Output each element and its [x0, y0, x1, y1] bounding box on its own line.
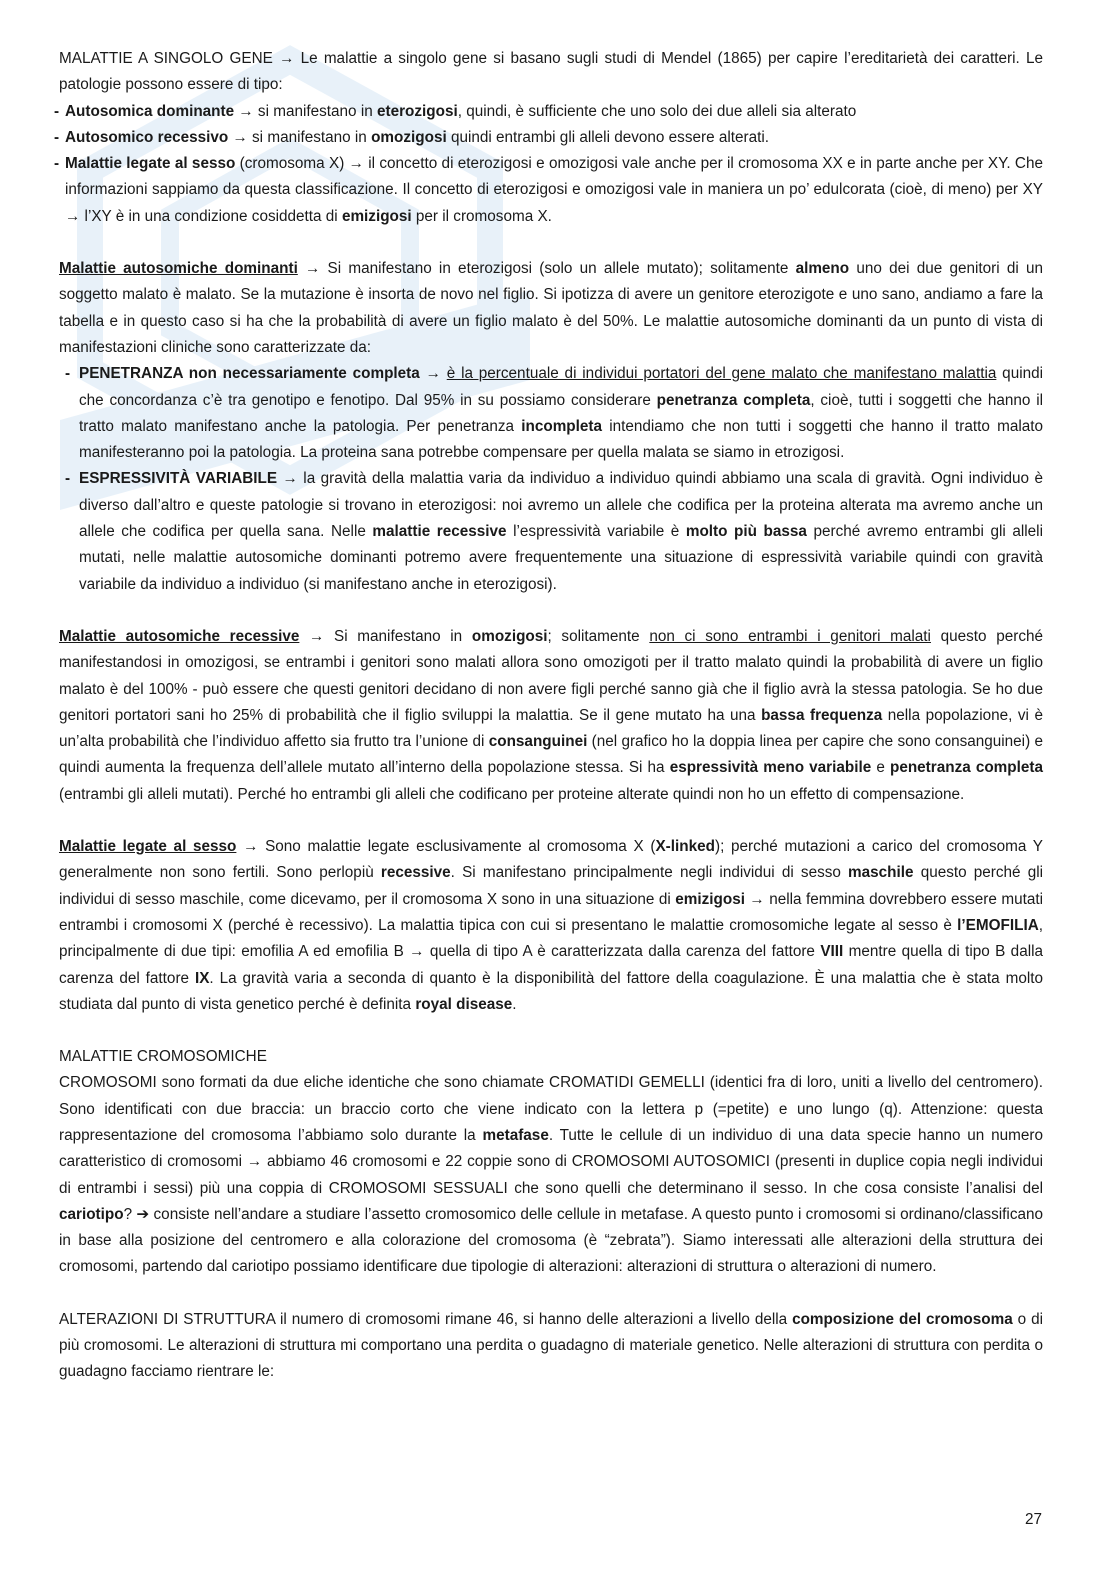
underlined-text: non ci sono entrambi i genitori malati [649, 627, 931, 645]
list-item [59, 125, 1043, 151]
text: e [871, 759, 890, 777]
text: → Si manifestano in eterozigosi (solo un allele mutato); solitamente [297, 260, 796, 278]
text: ); perché mutazioni a carico del cromosoma Y generalmente non sono fertili. Sono perlopiù [59, 838, 1044, 882]
term: metafase [482, 1126, 549, 1144]
term: omozigosi [471, 627, 548, 645]
arrow: → [419, 365, 447, 383]
term: cariotipo [59, 1205, 124, 1223]
text: → si manifestano in [228, 128, 372, 146]
text: per il cromosoma X. [411, 207, 552, 225]
definition: è la percentuale di individui portatori del gene malato che manifestano malattia [446, 365, 997, 383]
term: consanguinei [488, 733, 588, 751]
term: penetranza completa [656, 391, 811, 409]
term: malattie recessive [372, 523, 507, 541]
text: l’espressività variabile è [506, 523, 686, 541]
term: espressività meno variabile [669, 759, 872, 777]
text: intendiamo che non tutti i soggetti che hanno il tratto malato manifesteranno poi la patologia. La proteina sana potrebbe compensare per quella malata se siamo in etrozigosi. [79, 417, 1043, 462]
section-sex-linked [59, 834, 1043, 1018]
term: composizione del cromosoma [792, 1310, 1013, 1328]
text: ALTERAZIONI DI STRUTTURA il numero di cromosomi rimane 46, si hanno delle alterazioni a livello della [59, 1310, 793, 1328]
text: perché avremo entrambi gli alleli mutati, nelle malattie autosomiche dominanti potremo avere frequentemente una situazione di espressività variabile quindi con gravità variabile da individuo a individuo (si manifestano anche in eterozigosi). [79, 523, 1043, 593]
text: nella popolazione, vi è un’alta probabilità che l’individuo affetto sia frutto tra l’unione di [59, 706, 1043, 751]
term: emizigosi [341, 207, 412, 225]
text: (nel grafico ho la doppia linea per capire che sono consanguinei) e quindi aumenta la frequenza dell’allele mutato all’interno della popolazione stessa. Si ha [59, 733, 1043, 777]
text: quindi entrambi gli alleli devono essere alterati. [446, 128, 769, 146]
section-title: Malattie autosomiche recessive [59, 627, 300, 645]
text: → Sono malattie legate esclusivamente al cromosoma X ( [236, 838, 656, 856]
text: . [512, 995, 517, 1013]
page-number: 27 [1024, 1511, 1042, 1528]
term: molto più bassa [685, 523, 807, 541]
term: Autosomico recessivo [65, 128, 229, 146]
text: questo perché manifestandosi in omozigosi, se entrambi i genitori sono malati allora sono omozigoti per il tratto malato quindi la probabilità di avere un figlio malato è del 100% - può essere che questi genitori decidano di non avere figli perché sanno già che il figlio avrà la stessa patologia. Se ho due genitori portatori sani ho 25% di probabilità che il figlio sviluppi la malattia. Se il gene mutato ha una [59, 627, 1044, 724]
text: → nella femmina dovrebbero essere mutati entrambi i cromosomi X (perché è recessivo). La malattia tipica con cui si presentano le malattie cromosomiche legate al sesso è [59, 890, 1043, 934]
text: Le malattie a singolo gene si basano sugli studi di Mendel (1865) per capire l’ereditarietà dei caratteri. Le patologie possono essere di tipo: [59, 50, 1044, 94]
text: mentre quella di tipo B dalla carenza del fattore [59, 943, 1044, 987]
section-autosomal-recessive [59, 624, 1043, 808]
text: ; solitamente [547, 627, 650, 645]
term: penetranza completa [889, 759, 1043, 777]
intro-paragraph [59, 46, 1043, 99]
section-title: Malattie legate al sesso [59, 838, 237, 856]
text: → la gravità della malattia varia da individuo a individuo quindi abbiamo una scala di gravità. Ogni individuo è diverso dall’altro e queste patologie si trovano in eterozigosi: noi avremo un allele che codifica per la proteina alterata ma avremo anche un allele che codifica per quella sana. Nelle [79, 470, 1043, 541]
text: . Tutte le cellule di un individuo di una data specie hanno un numero caratteristico di cromosomi → abbiamo 46 cromosomi e 22 coppie sono di CROMOSOMI AUTOSOMICI (presenti in duplice copia negli individui di entrambi i sessi) più una coppia di CROMOSOMI SESSUALI che sono quelli che determinano il sesso. In che cosa consiste l’analisi del [59, 1126, 1043, 1197]
text: → Si manifestano in [299, 627, 472, 645]
section-autosomal-dominant [59, 256, 1043, 598]
term: almeno [795, 260, 850, 278]
section-heading: MALATTIE CROMOSOMICHE [59, 1048, 267, 1066]
text: → si manifestano in [234, 102, 377, 120]
term: X-linked [655, 838, 715, 856]
term: IX [194, 969, 210, 987]
paragraph [59, 1070, 1043, 1280]
section-structural-alterations [59, 1307, 1043, 1386]
term: omozigosi [371, 128, 447, 146]
section-title: Malattie autosomiche dominanti [59, 260, 298, 278]
section-heading: MALATTIE A SINGOLO GENE [59, 50, 273, 67]
paragraph [59, 1307, 1043, 1386]
term: royal disease [415, 995, 513, 1013]
term: incompleta [521, 417, 602, 435]
term: l’EMOFILIA [957, 916, 1039, 934]
text: (entrambi gli alleli mutati). Perché ho entrambi gli alleli che codificano per proteine alterate quindi non ho un effetto di compensazione. [59, 785, 965, 803]
text: ? ➔ consiste nell’andare a studiare l’assetto cromosomico delle cellule in metafase. A questo punto i cromosomi si ordinano/classificano in base alla posizione del centromero e alla colorazione del cromosoma (è “zebrata”). Siamo interessati alle alterazioni della struttura dei cromosomi, partendo dal cariotipo possiamo identificare due tipologie di alterazioni: alterazioni di struttura o alterazioni di numero. [59, 1205, 1043, 1276]
list-item-expressivity [59, 466, 1043, 597]
text: (cromosoma X) → il concetto di eterozigosi e omozigosi vale anche per il cromosoma XX e in parte anche per XY. Che informazioni sappiamo da questa classificazione. Il concetto di eterozigosi e omozigosi vale in maniera un po’ edulcorata (cioè, di meno) per XY → l’XY è in una condizione cosiddetta di [65, 155, 1043, 225]
list-item [59, 99, 1043, 125]
clinical-features-list [59, 361, 1043, 598]
text: questo perché gli individui di sesso maschile, come dicevamo, per il cromosoma X sono in una situazione di [59, 864, 1044, 908]
term: Autosomica dominante [65, 102, 235, 120]
inheritance-types-list [59, 99, 1043, 230]
document-page [59, 46, 1043, 1412]
term: bassa frequenza [761, 706, 883, 724]
term: Malattie legate al sesso [65, 155, 236, 173]
paragraph [59, 624, 1043, 808]
text: CROMOSOMI sono formati da due eliche identiche che sono chiamate CROMATIDI GEMELLI (identici fra di loro, uniti a livello del centromero). Sono identificati con due braccia: un braccio corto che viene indicato con la lettera p (=petite) e uno lungo (q). Attenzione: questa rappresentazione del cromosoma l’abbiamo solo durante la [59, 1074, 1043, 1144]
term: PENETRANZA non necessariamente completa [79, 365, 420, 383]
term: ESPRESSIVITÀ VARIABILE [79, 470, 278, 488]
term: recessive [380, 864, 451, 882]
section-chromosomal-diseases [59, 1044, 1043, 1281]
term: eterozigosi [376, 102, 458, 120]
text: . Si manifestano principalmente negli individui di sesso [450, 864, 849, 882]
term: VIII [820, 943, 844, 961]
list-item-penetrance [59, 361, 1043, 466]
arrow: → [279, 50, 295, 67]
text: , cioè, tutti i soggetti che hanno il tratto malato manifestano anche la patologia. Per penetranza [79, 391, 1043, 435]
term: maschile [848, 864, 914, 882]
list-item [59, 151, 1043, 230]
paragraph [59, 834, 1043, 1018]
text: o di più cromosomi. Le alterazioni di struttura mi comportano una perdita o guadagno di materiale genetico. Nelle alterazioni di struttura con perdita o guadagno facciamo rientrare le: [59, 1310, 1043, 1381]
text: uno dei due genitori di un soggetto malato è malato. Se la mutazione è insorta de novo nel figlio. Si ipotizza di avere un genitore eterozigote e uno sano, andiamo a fare la tabella e in questo caso si ha che la probabilità di avere un figlio malato è del 50%. Le malattie autosomiche dominanti da un punto di vista di manifestazioni cliniche sono caratterizzate da: [59, 260, 1043, 356]
section-single-gene [59, 46, 1043, 230]
term: emizigosi [675, 890, 745, 908]
text: quindi che concordanza c’è tra genotipo e fenotipo. Dal 95% in su possiamo considerare [79, 365, 1044, 409]
text: , quindi, è sufficiente che uno solo dei due alleli sia alterato [457, 102, 857, 120]
text: , principalmente di due tipi: emofilia A ed emofilia B → quella di tipo A è caratterizzata dalla carenza del fattore [59, 916, 1043, 961]
text: . La gravità varia a seconda di quanto è la disponibilità del fattore della coagulazione. È una malattia che è stata molto studiata dal punto di vista genetico perché è definita [59, 969, 1043, 1013]
paragraph [59, 256, 1043, 361]
